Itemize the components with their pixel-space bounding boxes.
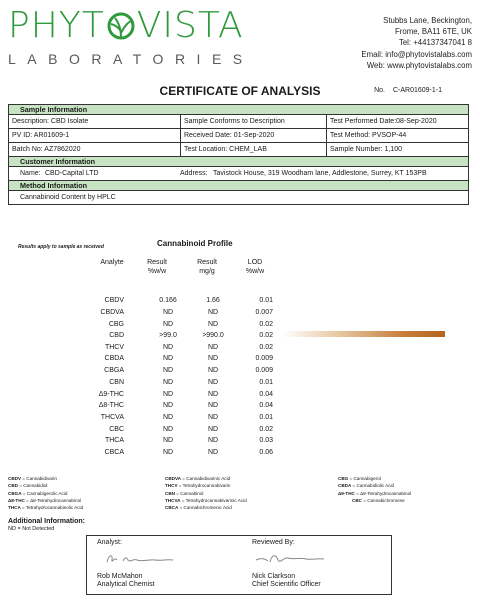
analyte-result-mg: ND	[207, 367, 219, 374]
method-info-heading: Method Information	[9, 181, 468, 191]
analyte-result-pct: 0.166	[159, 297, 177, 304]
analyte-result-pct: ND	[162, 426, 174, 433]
brand-name-part1: PHYT	[8, 5, 105, 46]
analyte-result-pct: >99.0	[159, 332, 177, 339]
results-note: Results apply to sample as received	[18, 244, 104, 250]
analyte-result-pct: ND	[162, 367, 174, 374]
analyte-name: CBDV	[104, 297, 124, 304]
analyte-result-mg: ND	[207, 402, 219, 409]
brand-name-part2: VISTA	[136, 5, 244, 46]
analyte-row	[0, 448, 300, 460]
analyte-result-pct: ND	[162, 391, 174, 398]
analyte-name: Δ9-THC	[98, 391, 124, 398]
analyte-result-pct: ND	[162, 414, 174, 421]
analyte-result-pct: ND	[162, 449, 174, 456]
result-pct-header-l2: %w/w	[147, 268, 167, 275]
analyte-result-pct: ND	[162, 379, 174, 386]
lod-header-l1: LOD	[247, 259, 263, 266]
additional-info-text: ND = Not Detected	[8, 526, 55, 532]
profile-title: Cannabinoid Profile	[157, 239, 233, 248]
address-line1: Stubbs Lane, Beckington,	[383, 16, 472, 25]
analyte-name: THCV	[104, 344, 124, 351]
result-pct-header-l1: Result	[147, 259, 167, 266]
analyte-result-pct: ND	[162, 402, 174, 409]
additional-info-title: Additional Information:	[8, 518, 85, 525]
reviewer-signature-block	[252, 538, 402, 589]
analyte-result-mg: ND	[207, 391, 219, 398]
analyte-lod: 0.04	[259, 402, 273, 409]
legend-column-3	[338, 475, 411, 504]
info-table	[8, 104, 469, 205]
analyst-role: Analytical Chemist	[97, 581, 155, 588]
analyte-name: Δ8-THC	[98, 402, 124, 409]
analyte-result-mg: 1.66	[206, 297, 220, 304]
analyst-signature-block	[97, 538, 247, 589]
sample-conforms: Sample Conforms to Description	[180, 115, 326, 128]
analyte-row	[0, 354, 300, 366]
analyte-row	[0, 401, 300, 413]
analyte-row	[0, 436, 300, 448]
result-mg-header-l2: mg/g	[199, 268, 215, 275]
customer-name-label: Name:	[20, 170, 41, 177]
legend-item: Δ8-THC = Δ8-Tetrahydrocannabinol	[8, 497, 82, 503]
customer-address-label: Address:	[180, 170, 208, 177]
sample-row-1	[9, 115, 468, 129]
analyte-name: CBGA	[104, 367, 124, 374]
analyte-row	[0, 331, 300, 343]
legend-column-1	[8, 475, 83, 511]
customer-info-heading: Customer Information	[9, 157, 468, 167]
analyte-lod: 0.02	[259, 321, 273, 328]
legend-item: CBGA = Cannabigerolic Acid	[8, 490, 68, 496]
document-number	[374, 87, 442, 94]
analyte-name: THCA	[104, 437, 124, 444]
result-mg-header	[192, 258, 222, 276]
analyte-lod: 0.009	[255, 367, 273, 374]
batch-number: Batch No: AZ7862020	[12, 146, 81, 153]
analyte-result-mg: ND	[207, 309, 219, 316]
lod-header-l2: %w/w	[245, 268, 265, 275]
analyte-lod: 0.009	[255, 355, 273, 362]
analyte-lod: 0.01	[259, 379, 273, 386]
analyte-lod: 0.03	[259, 437, 273, 444]
analyte-result-pct: ND	[162, 309, 174, 316]
legend-item: THCV = Tetrahydrocannabivarin	[165, 483, 231, 489]
received-date: Received Date: 01-Sep-2020	[180, 129, 326, 142]
legend-item: CBDA = Cannabidiolic Acid	[338, 483, 395, 489]
address-email: Email: info@phytovistalabs.com	[361, 49, 472, 59]
legend-column-2	[165, 475, 247, 511]
lod-header	[242, 258, 268, 276]
additional-info	[8, 518, 85, 532]
brand-tagline: LABORATORIES	[8, 51, 254, 67]
sample-row-2	[9, 129, 468, 143]
cbd-result-bar	[282, 331, 445, 337]
reviewer-label: Reviewed By:	[252, 539, 295, 546]
analyte-result-mg: ND	[207, 344, 219, 351]
reviewer-role: Chief Scientific Officer	[252, 581, 321, 588]
legend-item: CBD = Cannabidiol	[8, 483, 48, 489]
result-mg-header-l1: Result	[197, 259, 217, 266]
analyte-row	[0, 413, 300, 425]
legend-item: THCVA = Tetrahydrocannabivarinic Acid	[165, 497, 247, 503]
analyte-name: CBC	[109, 426, 124, 433]
analyte-row	[0, 296, 300, 308]
sample-description: Description: CBD Isolate	[12, 118, 89, 125]
analyte-result-mg: ND	[207, 414, 219, 421]
legend-item: Δ9-THC = Δ9-Tetrahydrocannabinol	[338, 490, 412, 496]
address-tel: Tel: +44137347041 8	[398, 38, 472, 48]
sample-row-3	[9, 143, 468, 157]
analyte-result-mg: >990.0	[202, 332, 224, 339]
analyte-lod: 0.02	[259, 344, 273, 351]
method-text: Cannabinoid Content by HPLC	[20, 194, 116, 201]
analyte-lod: 0.01	[259, 414, 273, 421]
analyte-lod: 0.007	[255, 309, 273, 316]
document-number-value: C-AR01609-1-1	[392, 87, 442, 94]
analyte-header	[92, 258, 132, 267]
analyst-signature-icon	[97, 548, 177, 568]
address-web: Web: www.phytovistalabs.com	[366, 60, 472, 70]
analyte-name: THCVA	[100, 414, 124, 421]
analyte-result-pct: ND	[162, 344, 174, 351]
test-performed-date: Test Performed Date:08-Sep-2020	[326, 115, 468, 128]
analyte-result-pct: ND	[162, 355, 174, 362]
sample-info-heading: Sample Information	[9, 105, 468, 115]
customer-name-value: CBD-Capital LTD	[45, 170, 99, 177]
pv-id: PV ID: AR01609-1	[12, 132, 70, 139]
legend-item: THCA = Tetrahydrocannabinolic Acid	[8, 505, 84, 511]
brand-logo	[8, 5, 254, 67]
analyte-result-mg: ND	[207, 379, 219, 386]
sample-number: Sample Number: 1,100	[326, 143, 468, 156]
analyte-lod: 0.02	[259, 332, 273, 339]
analyte-name: CBDA	[104, 355, 124, 362]
legend-item: CBDV = Cannabidivarin	[8, 476, 57, 481]
analyte-result-pct: ND	[162, 437, 174, 444]
analyte-result-mg: ND	[207, 437, 219, 444]
legend-item: CBN = Cannabinol	[165, 490, 204, 496]
legend-item: CBC = Cannabichromene	[352, 497, 405, 503]
analyte-lod: 0.02	[259, 426, 273, 433]
analyte-lod: 0.04	[259, 391, 273, 398]
analyte-result-mg: ND	[207, 321, 219, 328]
document-title: CERTIFICATE OF ANALYSIS	[159, 84, 321, 98]
analyte-result-pct: ND	[162, 321, 174, 328]
leaf-o-icon	[106, 11, 136, 41]
analyte-name: CBDVA	[100, 309, 124, 316]
analyte-result-mg: ND	[207, 449, 219, 456]
analyte-name: CBN	[109, 379, 124, 386]
signature-box	[86, 535, 392, 595]
analyte-name: CBD	[109, 332, 124, 339]
customer-row	[9, 167, 468, 181]
analyte-result-mg: ND	[207, 426, 219, 433]
address-line2: Frome, BA11 6TE, UK	[395, 27, 472, 37]
legend-item: CBDVA = Cannabidivarinic Acid	[165, 476, 231, 481]
lab-address	[361, 15, 472, 71]
analyte-row	[0, 308, 300, 320]
analyte-lod: 0.06	[259, 449, 273, 456]
analyte-row	[0, 366, 300, 378]
analyst-label: Analyst:	[97, 539, 122, 546]
reviewer-signature-icon	[252, 548, 332, 568]
reviewer-name: Nick Clarkson	[252, 573, 296, 580]
analyte-name: CBCA	[104, 449, 124, 456]
customer-address-value: Tavistock House, 319 Woodham lane, Addlestone, Surrey, KT 153PB	[213, 170, 427, 177]
legend-item: CBCA = Cannabichromenic Acid	[165, 505, 232, 511]
document-number-label: No.	[374, 87, 386, 94]
analyte-row	[0, 378, 300, 390]
analyte-header-label: Analyte	[100, 259, 124, 266]
test-method: Test Method: PVSOP-44	[326, 129, 468, 142]
brand-name	[8, 5, 253, 46]
analyte-result-mg: ND	[207, 355, 219, 362]
analyst-name: Rob McMahon	[97, 573, 143, 580]
result-pct-header	[142, 258, 172, 276]
legend-item: CBG = Cannabigerol	[338, 476, 381, 481]
analyte-name: CBG	[108, 321, 124, 328]
test-location: Test Location: CHEM_LAB	[180, 143, 326, 156]
title-row	[0, 84, 480, 100]
analyte-lod: 0.01	[259, 297, 273, 304]
